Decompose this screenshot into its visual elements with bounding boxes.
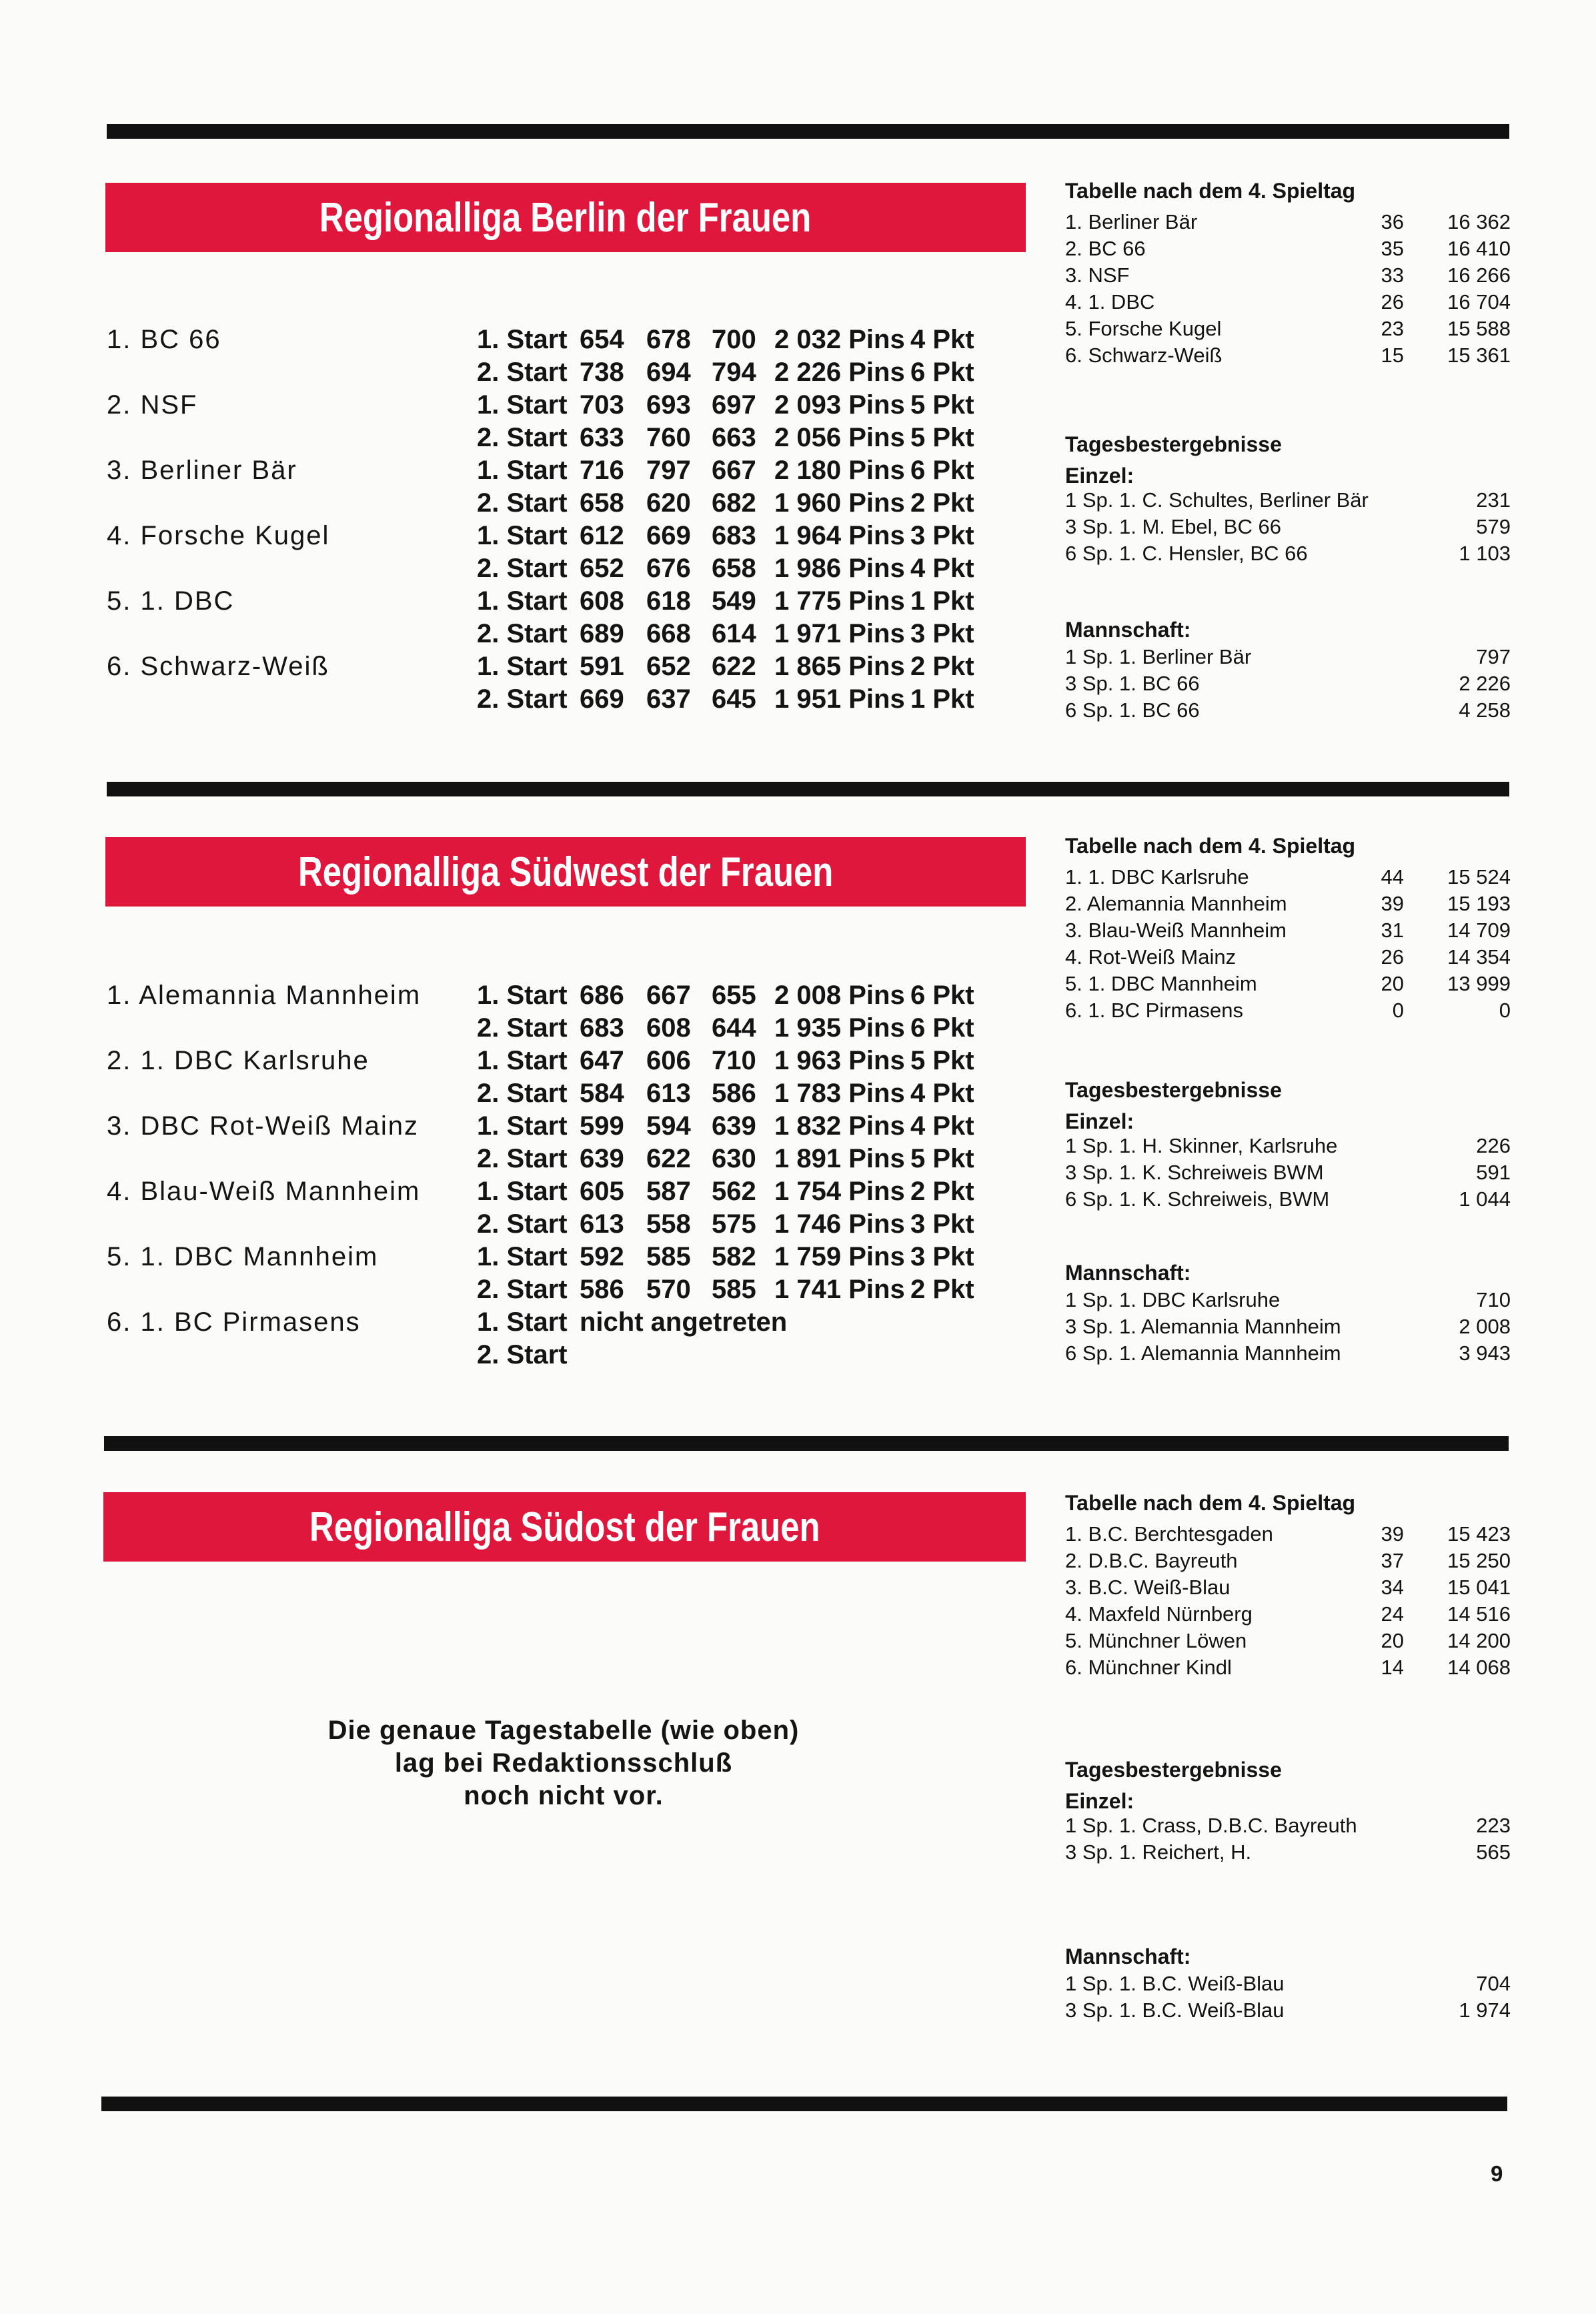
points: 14	[1381, 1656, 1404, 1679]
score-cell: 612	[580, 521, 624, 550]
team-name: 6. Schwarz-Weiß	[1065, 344, 1223, 367]
section-banner-berlin	[105, 183, 1026, 252]
start-label: 2. Start	[477, 1079, 568, 1108]
score-cell: 738	[580, 358, 624, 387]
standing-row	[1065, 1629, 1511, 1656]
points: 39	[1381, 892, 1404, 915]
start-label: 1. Start	[477, 1111, 568, 1141]
score-cell: 570	[646, 1275, 691, 1304]
score-cell: 2 008 Pins	[774, 981, 905, 1010]
start-label: 1. Start	[477, 1307, 568, 1337]
score-cell: 620	[646, 488, 691, 518]
score-cell: 6 Pkt	[910, 1013, 974, 1043]
team-name: 3. DBC Rot-Weiß Mainz	[107, 1111, 420, 1141]
section-rule-4	[101, 2097, 1507, 2111]
score-cell: 716	[580, 456, 624, 485]
team-best-label: 1 Sp. 1. B.C. Weiß-Blau	[1065, 1972, 1285, 1995]
score-cell: 686	[580, 981, 624, 1010]
best-label: 3 Sp. 1. M. Ebel, BC 66	[1065, 515, 1281, 538]
team-best-row	[1065, 645, 1511, 672]
start-label: 2. Start	[477, 1340, 568, 1369]
score-cell: 682	[712, 488, 756, 518]
best-label: 3 Sp. 1. Reichert, H.	[1065, 1840, 1252, 1864]
team-best-label: 6 Sp. 1. BC 66	[1065, 698, 1200, 722]
points: 20	[1381, 972, 1404, 995]
score-cell: 587	[646, 1177, 691, 1206]
best-value: 579	[1476, 515, 1511, 538]
points: 26	[1381, 290, 1404, 314]
score-cell: 1 832 Pins	[774, 1111, 905, 1141]
score-cell: 618	[646, 586, 691, 616]
section-title: Regionalliga Südost der Frauen	[309, 1504, 820, 1550]
start-label: 1. Start	[477, 652, 568, 681]
team-best-row	[1065, 698, 1511, 725]
score-cell: 5 Pkt	[910, 423, 974, 452]
standing-row	[1065, 972, 1511, 999]
team-best-value: 710	[1476, 1288, 1511, 1311]
score-cell: 2 Pkt	[910, 652, 974, 681]
pins: 15 193	[1447, 892, 1511, 915]
score-cell: 6 Pkt	[910, 456, 974, 485]
section-rule-3	[104, 1436, 1509, 1451]
start-label: 1. Start	[477, 1177, 568, 1206]
score-cell: 5 Pkt	[910, 1144, 974, 1173]
start-label: 1. Start	[477, 1046, 568, 1075]
standing-row	[1065, 237, 1511, 263]
pins: 16 410	[1447, 237, 1511, 260]
best-value: 1 103	[1459, 542, 1511, 565]
score-cell: 658	[712, 554, 756, 583]
score-cell: 693	[646, 390, 691, 420]
score-cell: 2 093 Pins	[774, 390, 905, 420]
team-best-value: 704	[1476, 1972, 1511, 1995]
score-cell: 6 Pkt	[910, 358, 974, 387]
score-cell: 4 Pkt	[910, 1111, 974, 1141]
team-name: 2. BC 66	[1065, 237, 1146, 260]
score-cell: 6 Pkt	[910, 981, 974, 1010]
score-cell: 703	[580, 390, 624, 420]
mannschaft-label: Mannschaft:	[1065, 1261, 1191, 1285]
score-cell: 2 226 Pins	[774, 358, 905, 387]
table-title: Tabelle nach dem 4. Spieltag	[1065, 834, 1356, 858]
section-banner-suedost	[103, 1492, 1026, 1562]
score-cell: 582	[712, 1242, 756, 1271]
score-cell: 1 986 Pins	[774, 554, 905, 583]
team-name: 2. NSF	[107, 390, 198, 420]
standing-row	[1065, 1656, 1511, 1682]
team-best-value: 3 943	[1459, 1341, 1511, 1365]
pins: 14 516	[1447, 1602, 1511, 1626]
best-row	[1065, 1134, 1511, 1161]
score-cell: 1 964 Pins	[774, 521, 905, 550]
team-name: 5. Münchner Löwen	[1065, 1629, 1247, 1652]
score-cell: 606	[646, 1046, 691, 1075]
start-label: 2. Start	[477, 554, 568, 583]
points: 20	[1381, 1629, 1404, 1652]
team-name: 5. 1. DBC Mannheim	[107, 1242, 379, 1271]
team-name: 5. 1. DBC	[107, 586, 235, 616]
points: 37	[1381, 1549, 1404, 1572]
score-cell: 3 Pkt	[910, 1242, 974, 1271]
section-banner-suedwest	[105, 837, 1026, 907]
team-name: 6. 1. BC Pirmasens	[107, 1307, 361, 1337]
score-cell: 1 783 Pins	[774, 1079, 905, 1108]
score-cell: nicht angetreten	[580, 1307, 788, 1337]
score-cell: 667	[712, 456, 756, 485]
team-name: 4. Forsche Kugel	[107, 521, 330, 550]
pins: 16 266	[1447, 263, 1511, 287]
score-cell: 558	[646, 1209, 691, 1239]
team-name: 4. Maxfeld Nürnberg	[1065, 1602, 1253, 1626]
score-cell: 3 Pkt	[910, 619, 974, 648]
team-name: 1. BC 66	[107, 325, 221, 354]
score-cell: 645	[712, 684, 756, 714]
section-rule-2	[107, 782, 1509, 796]
score-cell: 694	[646, 358, 691, 387]
score-cell: 2 032 Pins	[774, 325, 905, 354]
score-cell: 592	[580, 1242, 624, 1271]
score-cell: 676	[646, 554, 691, 583]
team-best-row	[1065, 1341, 1511, 1368]
team-name: 1. Berliner Bär	[1065, 210, 1198, 233]
score-cell: 667	[646, 981, 691, 1010]
start-label: 2. Start	[477, 1209, 568, 1239]
score-cell: 584	[580, 1079, 624, 1108]
best-label: 1 Sp. 1. Crass, D.B.C. Bayreuth	[1065, 1814, 1357, 1837]
score-cell: 585	[646, 1242, 691, 1271]
team-best-label: 3 Sp. 1. B.C. Weiß-Blau	[1065, 1998, 1285, 2022]
score-cell: 1 759 Pins	[774, 1242, 905, 1271]
team-best-label: 1 Sp. 1. DBC Karlsruhe	[1065, 1288, 1281, 1311]
best-label: 6 Sp. 1. K. Schreiweis, BWM	[1065, 1187, 1330, 1211]
team-name: 2. Alemannia Mannheim	[1065, 892, 1287, 915]
standing-row	[1065, 317, 1511, 344]
score-cell: 689	[580, 619, 624, 648]
best-row	[1065, 1161, 1511, 1187]
score-cell: 1 746 Pins	[774, 1209, 905, 1239]
team-name: 1. Alemannia Mannheim	[107, 981, 422, 1010]
start-label: 1. Start	[477, 1242, 568, 1271]
standing-row	[1065, 1602, 1511, 1629]
team-name: 4. Rot-Weiß Mainz	[1065, 945, 1237, 969]
pins: 14 354	[1447, 945, 1511, 969]
score-cell: 700	[712, 325, 756, 354]
score-cell: 549	[712, 586, 756, 616]
pins: 15 041	[1447, 1576, 1511, 1599]
score-cell: 4 Pkt	[910, 1079, 974, 1108]
score-cell: 658	[580, 488, 624, 518]
team-best-label: 3 Sp. 1. Alemannia Mannheim	[1065, 1315, 1341, 1338]
score-cell: 613	[646, 1079, 691, 1108]
points: 15	[1381, 344, 1404, 367]
score-cell: 622	[712, 652, 756, 681]
best-row	[1065, 515, 1511, 542]
score-cell: 1 971 Pins	[774, 619, 905, 648]
best-value: 1 044	[1459, 1187, 1511, 1211]
pins: 14 200	[1447, 1629, 1511, 1652]
team-name: 6. Schwarz-Weiß	[107, 652, 329, 681]
start-label: 2. Start	[477, 1144, 568, 1173]
score-cell: 630	[712, 1144, 756, 1173]
team-best-label: 6 Sp. 1. Alemannia Mannheim	[1065, 1341, 1341, 1365]
start-label: 2. Start	[477, 1275, 568, 1304]
score-cell: 2 056 Pins	[774, 423, 905, 452]
score-cell: 614	[712, 619, 756, 648]
start-label: 1. Start	[477, 521, 568, 550]
score-cell: 639	[580, 1144, 624, 1173]
team-best-value: 4 258	[1459, 698, 1511, 722]
team-best-value: 2 226	[1459, 672, 1511, 695]
score-cell: 1 963 Pins	[774, 1046, 905, 1075]
start-label: 1. Start	[477, 981, 568, 1010]
score-cell: 3 Pkt	[910, 1209, 974, 1239]
standing-row	[1065, 865, 1511, 892]
mannschaft-label: Mannschaft:	[1065, 618, 1191, 642]
section-title: Regionalliga Berlin der Frauen	[319, 194, 812, 241]
team-name: 4. 1. DBC	[1065, 290, 1155, 314]
score-cell: 608	[580, 586, 624, 616]
best-value: 591	[1476, 1161, 1511, 1184]
team-name: 2. 1. DBC Karlsruhe	[107, 1046, 369, 1075]
standing-row	[1065, 999, 1511, 1025]
score-cell: 669	[646, 521, 691, 550]
team-name: 6. 1. BC Pirmasens	[1065, 999, 1244, 1022]
pins: 14 068	[1447, 1656, 1511, 1679]
standing-row	[1065, 1522, 1511, 1549]
einzel-label: Einzel:	[1065, 1789, 1134, 1813]
team-name: 1. B.C. Berchtesgaden	[1065, 1522, 1273, 1546]
score-cell: 1 935 Pins	[774, 1013, 905, 1043]
points: 24	[1381, 1602, 1404, 1626]
points: 0	[1392, 999, 1404, 1022]
score-cell: 710	[712, 1046, 756, 1075]
score-cell: 1 775 Pins	[774, 586, 905, 616]
team-best-row	[1065, 1972, 1511, 1998]
best-label: 1 Sp. 1. H. Skinner, Karlsruhe	[1065, 1134, 1338, 1157]
start-label: 1. Start	[477, 390, 568, 420]
team-best-row	[1065, 1315, 1511, 1341]
score-cell: 591	[580, 652, 624, 681]
score-cell: 797	[646, 456, 691, 485]
team-name: 3. NSF	[1065, 263, 1130, 287]
start-label: 1. Start	[477, 456, 568, 485]
score-cell: 644	[712, 1013, 756, 1043]
pins: 16 704	[1447, 290, 1511, 314]
pins: 16 362	[1447, 210, 1511, 233]
points: 31	[1381, 919, 1404, 942]
standing-row	[1065, 344, 1511, 370]
points: 23	[1381, 317, 1404, 340]
score-cell: 2 Pkt	[910, 1275, 974, 1304]
score-cell: 5 Pkt	[910, 1046, 974, 1075]
best-label: 1 Sp. 1. C. Schultes, Berliner Bär	[1065, 488, 1369, 512]
pins: 0	[1499, 999, 1511, 1022]
best-value: 231	[1476, 488, 1511, 512]
best-results-title: Tagesbestergebnisse	[1065, 1758, 1282, 1782]
score-cell: 4 Pkt	[910, 554, 974, 583]
score-cell: 794	[712, 358, 756, 387]
score-cell: 668	[646, 619, 691, 648]
note-line: lag bei Redaktionsschluß	[394, 1748, 733, 1778]
standing-row	[1065, 919, 1511, 945]
score-cell: 1 960 Pins	[774, 488, 905, 518]
score-cell: 5 Pkt	[910, 390, 974, 420]
standing-row	[1065, 945, 1511, 972]
start-label: 2. Start	[477, 1013, 568, 1043]
team-name: 5. 1. DBC Mannheim	[1065, 972, 1257, 995]
section-title: Regionalliga Südwest der Frauen	[297, 848, 834, 895]
score-cell: 2 Pkt	[910, 488, 974, 518]
pins: 14 709	[1447, 919, 1511, 942]
score-cell: 586	[712, 1079, 756, 1108]
score-cell: 1 865 Pins	[774, 652, 905, 681]
score-cell: 1 891 Pins	[774, 1144, 905, 1173]
score-cell: 678	[646, 325, 691, 354]
pins: 15 423	[1447, 1522, 1511, 1546]
best-value: 565	[1476, 1840, 1511, 1864]
points: 39	[1381, 1522, 1404, 1546]
section-rule-1	[107, 124, 1509, 139]
table-title: Tabelle nach dem 4. Spieltag	[1065, 179, 1356, 203]
einzel-label: Einzel:	[1065, 464, 1134, 488]
team-best-label: 1 Sp. 1. Berliner Bär	[1065, 645, 1252, 668]
score-cell: 697	[712, 390, 756, 420]
start-label: 2. Start	[477, 619, 568, 648]
team-best-value: 797	[1476, 645, 1511, 668]
standing-row	[1065, 210, 1511, 237]
standing-row	[1065, 1549, 1511, 1576]
score-cell: 669	[580, 684, 624, 714]
score-cell: 613	[580, 1209, 624, 1239]
points: 34	[1381, 1576, 1404, 1599]
score-cell: 605	[580, 1177, 624, 1206]
score-cell: 760	[646, 423, 691, 452]
pins: 15 250	[1447, 1549, 1511, 1572]
start-label: 2. Start	[477, 358, 568, 387]
table-title: Tabelle nach dem 4. Spieltag	[1065, 1491, 1356, 1515]
team-name: 2. D.B.C. Bayreuth	[1065, 1549, 1238, 1572]
score-cell: 633	[580, 423, 624, 452]
best-row	[1065, 488, 1511, 515]
start-label: 2. Start	[477, 423, 568, 452]
score-cell: 637	[646, 684, 691, 714]
best-row	[1065, 1187, 1511, 1214]
start-label: 2. Start	[477, 488, 568, 518]
start-label: 1. Start	[477, 325, 568, 354]
start-label: 2. Start	[477, 684, 568, 714]
points: 33	[1381, 263, 1404, 287]
best-row	[1065, 1814, 1511, 1840]
score-cell: 1 Pkt	[910, 586, 974, 616]
start-label: 1. Start	[477, 586, 568, 616]
standing-row	[1065, 263, 1511, 290]
points: 44	[1381, 865, 1404, 889]
standing-row	[1065, 892, 1511, 919]
score-cell: 1 741 Pins	[774, 1275, 905, 1304]
team-name: 6. Münchner Kindl	[1065, 1656, 1232, 1679]
best-value: 226	[1476, 1134, 1511, 1157]
score-cell: 647	[580, 1046, 624, 1075]
score-cell: 622	[646, 1144, 691, 1173]
pins: 15 588	[1447, 317, 1511, 340]
note-line: Die genaue Tagestabelle (wie oben)	[327, 1716, 800, 1745]
team-best-row	[1065, 1998, 1511, 2025]
score-cell: 2 180 Pins	[774, 456, 905, 485]
best-label: 3 Sp. 1. K. Schreiweis BWM	[1065, 1161, 1324, 1184]
team-name: 4. Blau-Weiß Mannheim	[107, 1177, 421, 1206]
team-name: 5. Forsche Kugel	[1065, 317, 1222, 340]
score-cell: 4 Pkt	[910, 325, 974, 354]
team-name: 3. Blau-Weiß Mannheim	[1065, 919, 1287, 942]
best-results-title: Tagesbestergebnisse	[1065, 432, 1282, 456]
score-cell: 683	[580, 1013, 624, 1043]
score-cell: 654	[580, 325, 624, 354]
score-cell: 683	[712, 521, 756, 550]
best-label: 6 Sp. 1. C. Hensler, BC 66	[1065, 542, 1308, 565]
score-cell: 599	[580, 1111, 624, 1141]
missing-table-note	[220, 1714, 907, 1812]
score-cell: 2 Pkt	[910, 1177, 974, 1206]
score-cell: 3 Pkt	[910, 521, 974, 550]
standing-row	[1065, 290, 1511, 317]
team-name: 3. Berliner Bär	[107, 456, 297, 485]
team-name: 3. B.C. Weiß-Blau	[1065, 1576, 1231, 1599]
score-cell: 608	[646, 1013, 691, 1043]
score-cell: 652	[646, 652, 691, 681]
points: 36	[1381, 210, 1404, 233]
note-line: noch nicht vor.	[464, 1781, 664, 1810]
best-row	[1065, 1840, 1511, 1867]
score-cell: 652	[580, 554, 624, 583]
score-cell: 639	[712, 1111, 756, 1141]
best-row	[1065, 542, 1511, 568]
page-number: 9	[1491, 2161, 1503, 2186]
score-cell: 586	[580, 1275, 624, 1304]
score-cell: 1 951 Pins	[774, 684, 905, 714]
pins: 13 999	[1447, 972, 1511, 995]
points: 35	[1381, 237, 1404, 260]
score-cell: 1 Pkt	[910, 684, 974, 714]
pins: 15 524	[1447, 865, 1511, 889]
team-best-value: 1 974	[1459, 1998, 1511, 2022]
best-results-title: Tagesbestergebnisse	[1065, 1078, 1282, 1102]
score-cell: 663	[712, 423, 756, 452]
einzel-label: Einzel:	[1065, 1109, 1134, 1133]
score-cell: 575	[712, 1209, 756, 1239]
pins: 15 361	[1447, 344, 1511, 367]
score-cell: 1 754 Pins	[774, 1177, 905, 1206]
score-cell: 594	[646, 1111, 691, 1141]
team-best-value: 2 008	[1459, 1315, 1511, 1338]
standing-row	[1065, 1576, 1511, 1602]
score-cell: 562	[712, 1177, 756, 1206]
team-name: 1. 1. DBC Karlsruhe	[1065, 865, 1249, 889]
team-best-row	[1065, 1288, 1511, 1315]
points: 26	[1381, 945, 1404, 969]
team-best-row	[1065, 672, 1511, 698]
best-value: 223	[1476, 1814, 1511, 1837]
score-cell: 655	[712, 981, 756, 1010]
score-cell: 585	[712, 1275, 756, 1304]
mannschaft-label: Mannschaft:	[1065, 1944, 1191, 1968]
team-best-label: 3 Sp. 1. BC 66	[1065, 672, 1200, 695]
